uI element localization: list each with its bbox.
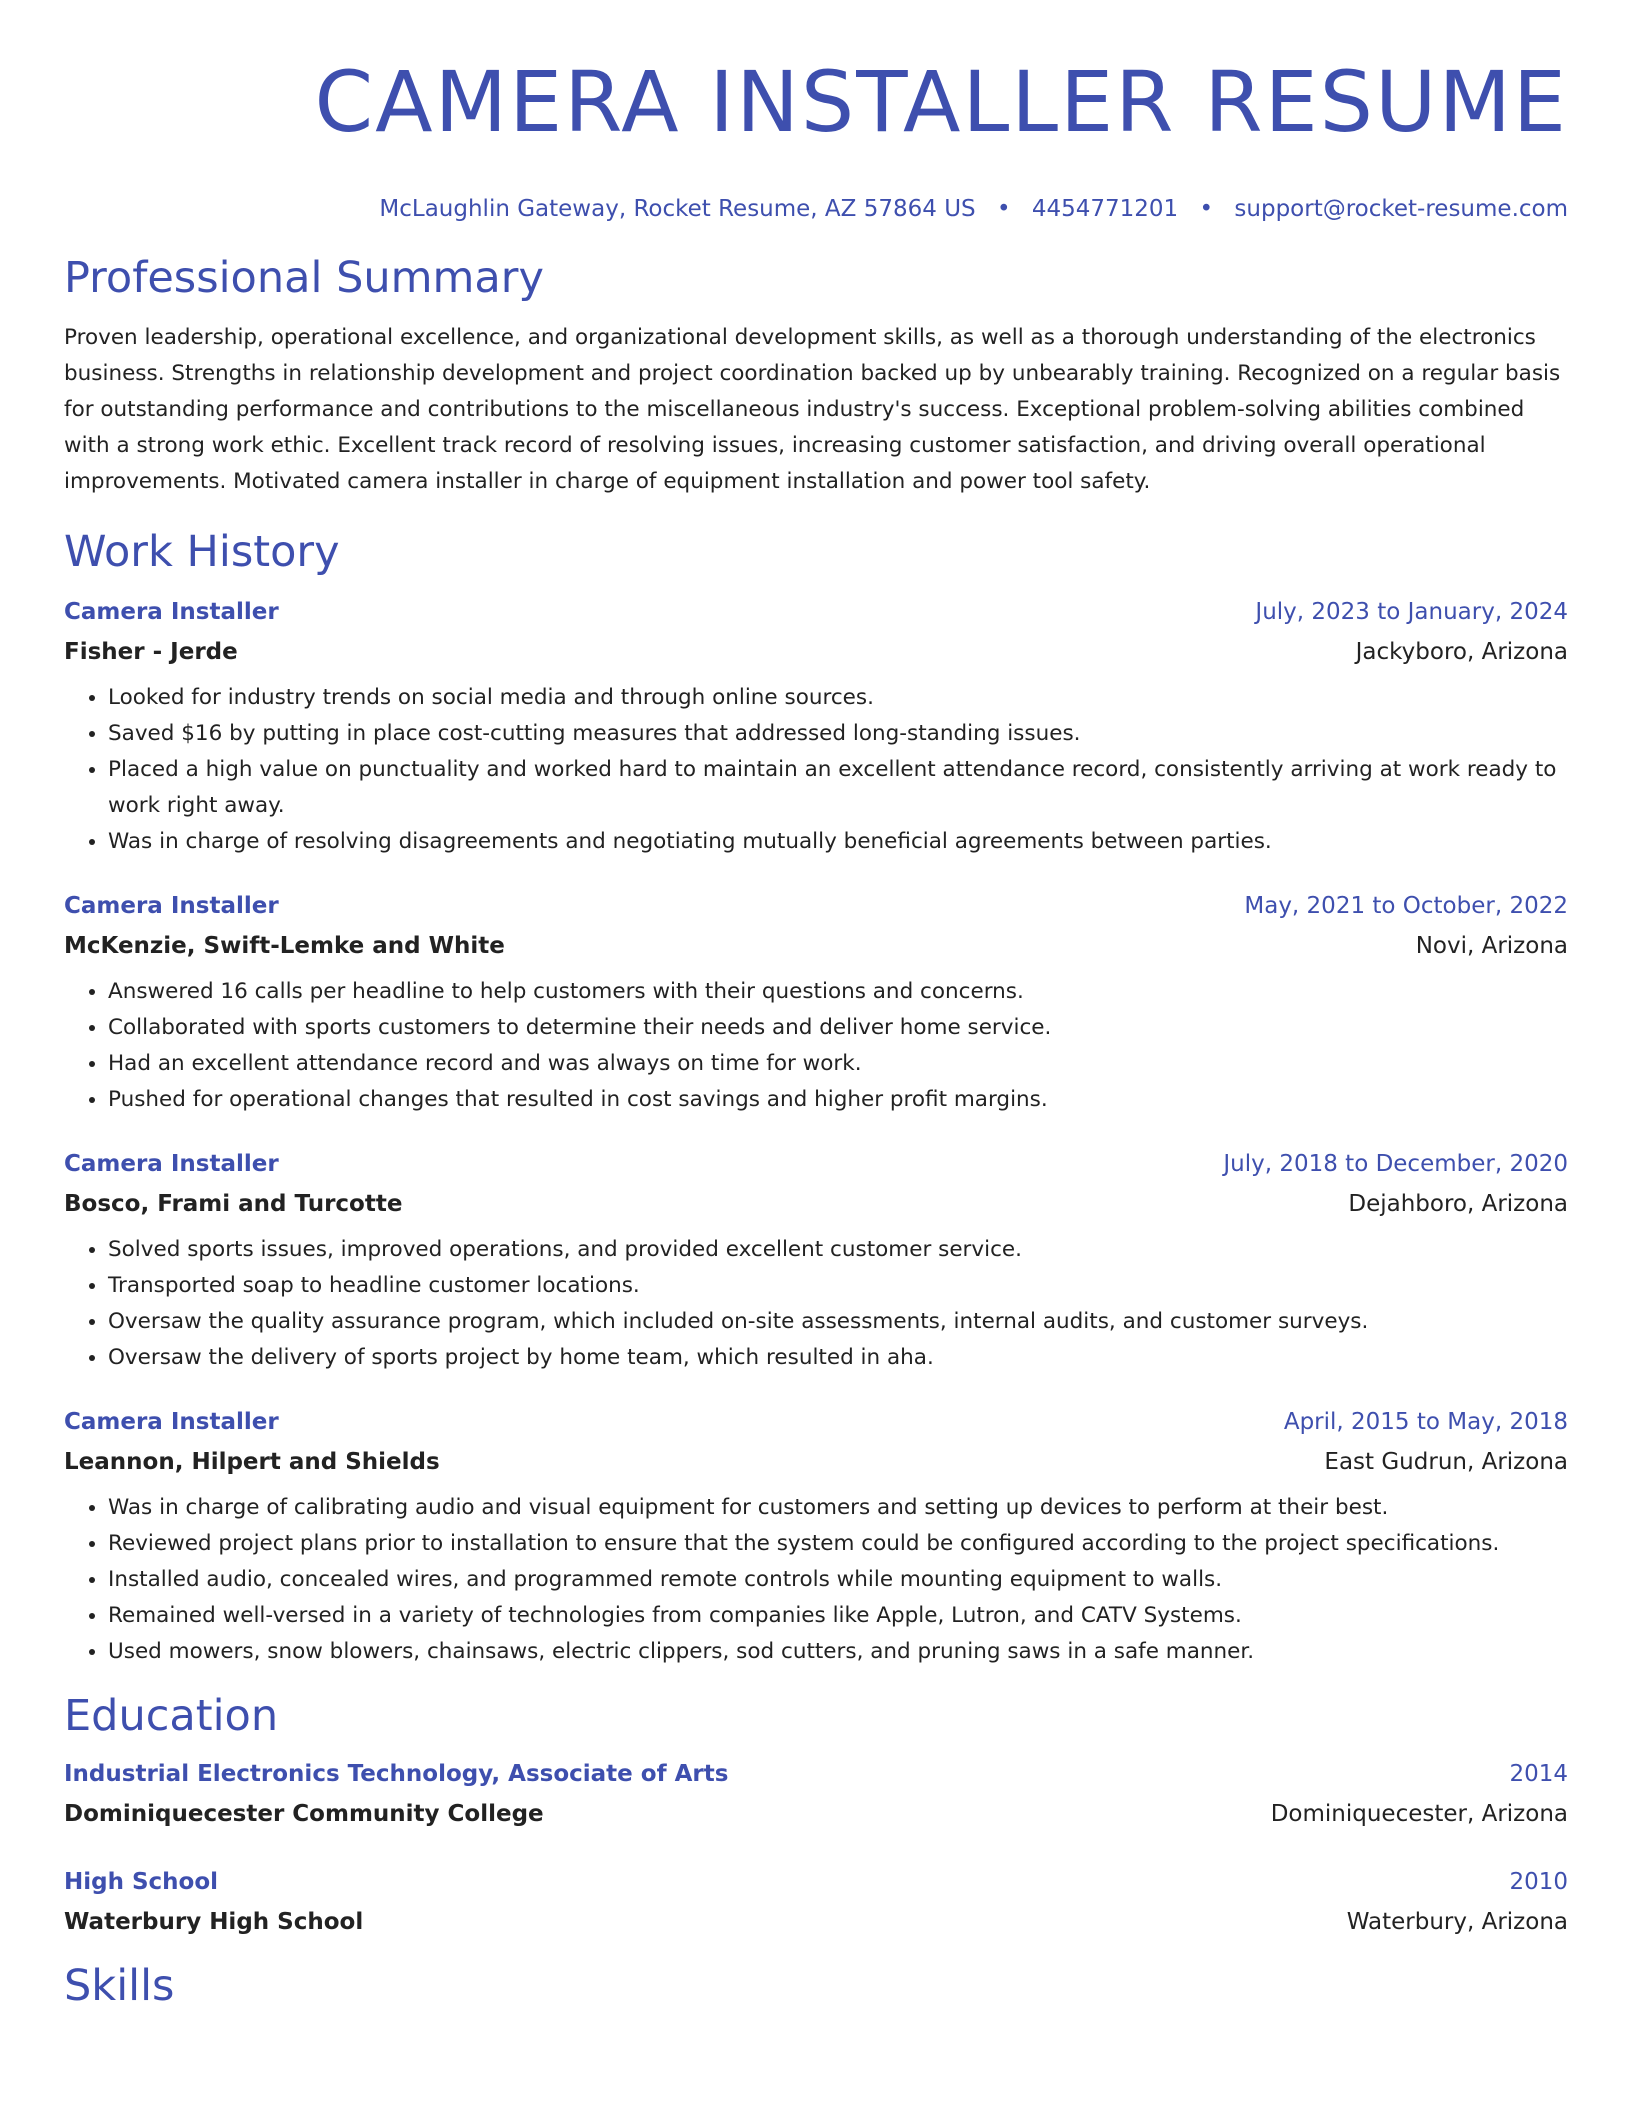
- job-bullet: • Remained well-versed in a variety of technologies from companies like Apple, Lutron, and CATV Systems.: [108, 1598, 1568, 1634]
- job-org-row: [64, 926, 1568, 966]
- job-bullet: • Answered 16 calls per headline to help customers with their questions and concerns.: [108, 974, 1568, 1010]
- job-bullet: • Was in charge of calibrating audio and visual equipment for customers and setting up devices to perform at their best.: [108, 1490, 1568, 1526]
- summary-heading: Professional Summary: [64, 253, 544, 303]
- education-degree: High School: [64, 1869, 219, 1895]
- education-heading: Education: [64, 1691, 279, 1741]
- job-bullet: • Oversaw the quality assurance program, which included on-site assessments, internal audits, and customer surveys.: [108, 1304, 1568, 1340]
- job-bullets: [64, 1490, 1568, 1670]
- job-location: Dejahboro, Arizona: [1348, 1191, 1568, 1217]
- job-company: McKenzie, Swift-Lemke and White: [64, 933, 505, 959]
- job-bullet: • Was in charge of resolving disagreements and negotiating mutually beneficial agreements between parties.: [108, 824, 1568, 860]
- skills-heading: Skills: [64, 1961, 175, 2011]
- resume-title: CAMERA INSTALLER RESUME: [314, 53, 1568, 151]
- contact-separator: •: [1199, 196, 1214, 222]
- education-school-row: [64, 1902, 1568, 1942]
- skills-section: [64, 1960, 1568, 2012]
- education-year: 2014: [1509, 1761, 1568, 1787]
- education-school-row: [64, 1794, 1568, 1834]
- job-title-row: [64, 592, 1568, 632]
- contact-line: [64, 194, 1568, 224]
- education-entry: [64, 1754, 1568, 1834]
- job-entry: [64, 592, 1568, 860]
- contact-address: McLaughlin Gateway, Rocket Resume, AZ 57864 US: [379, 196, 976, 222]
- job-org-row: [64, 1184, 1568, 1224]
- contact-separator: •: [996, 196, 1011, 222]
- job-title-row: [64, 886, 1568, 926]
- education-year: 2010: [1509, 1869, 1568, 1895]
- contact-email: support@rocket-resume.com: [1234, 196, 1568, 222]
- job-bullets: [64, 1232, 1568, 1376]
- job-role: Camera Installer: [64, 599, 279, 625]
- job-bullet: • Had an excellent attendance record and was always on time for work.: [108, 1046, 1568, 1082]
- education-degree-row: [64, 1754, 1568, 1794]
- education-school: Waterbury High School: [64, 1909, 364, 1935]
- job-bullet: • Saved $16 by putting in place cost-cutting measures that addressed long-standing issues.: [108, 716, 1568, 752]
- education-location: Dominiquecester, Arizona: [1270, 1801, 1568, 1827]
- job-bullet: • Solved sports issues, improved operations, and provided excellent customer service.: [108, 1232, 1568, 1268]
- job-company: Bosco, Frami and Turcotte: [64, 1191, 403, 1217]
- education-degree-row: [64, 1862, 1568, 1902]
- job-company: Leannon, Hilpert and Shields: [64, 1449, 440, 1475]
- job-bullet: • Transported soap to headline customer locations.: [108, 1268, 1568, 1304]
- job-entry: [64, 1144, 1568, 1376]
- job-org-row: [64, 632, 1568, 672]
- job-company: Fisher - Jerde: [64, 639, 238, 665]
- job-role: Camera Installer: [64, 1409, 279, 1435]
- education-location: Waterbury, Arizona: [1346, 1909, 1568, 1935]
- job-location: Novi, Arizona: [1415, 933, 1568, 959]
- job-role: Camera Installer: [64, 893, 279, 919]
- job-location: East Gudrun, Arizona: [1324, 1449, 1568, 1475]
- job-bullet: • Reviewed project plans prior to installation to ensure that the system could be configured according to the project specifications.: [108, 1526, 1568, 1562]
- summary-text: Proven leadership, operational excellence, and organizational development skills, as well as a thorough understanding of the electronics business. Strengths in relationship development and project coordination backed up by unbearably training. Recognized on a regular basis for outstanding performance and contributions to the miscellaneous industry's success. Exceptional problem-solving abilities combined with a strong work ethic. Excellent track record of resolving issues, increasing customer satisfaction, and driving overall operational improvements. Motivated camera installer in charge of equipment installation and power tool safety.: [64, 325, 1561, 494]
- job-bullet: • Collaborated with sports customers to determine their needs and deliver home service.: [108, 1010, 1568, 1046]
- work-history-section: [64, 526, 1568, 1670]
- summary-section: [64, 252, 1568, 500]
- education-entry: [64, 1862, 1568, 1942]
- job-bullets: [64, 974, 1568, 1118]
- education-degree: Industrial Electronics Technology, Associate of Arts: [64, 1761, 729, 1787]
- job-bullet: • Used mowers, snow blowers, chainsaws, electric clippers, sod cutters, and pruning saws in a safe manner.: [108, 1634, 1568, 1670]
- resume-header: [64, 0, 1568, 224]
- job-dates: July, 2018 to December, 2020: [1223, 1151, 1568, 1177]
- job-bullet: • Looked for industry trends on social media and through online sources.: [108, 680, 1568, 716]
- job-dates: May, 2021 to October, 2022: [1244, 893, 1568, 919]
- job-title-row: [64, 1144, 1568, 1184]
- job-role: Camera Installer: [64, 1151, 279, 1177]
- job-title-row: [64, 1402, 1568, 1442]
- contact-phone: 4454771201: [1031, 196, 1179, 222]
- job-dates: April, 2015 to May, 2018: [1283, 1409, 1568, 1435]
- job-bullet: • Oversaw the delivery of sports project by home team, which resulted in aha.: [108, 1340, 1568, 1376]
- job-dates: July, 2023 to January, 2024: [1255, 599, 1568, 625]
- job-entry: [64, 886, 1568, 1118]
- job-entry: [64, 1402, 1568, 1670]
- education-section: [64, 1690, 1568, 1942]
- education-school: Dominiquecester Community College: [64, 1801, 544, 1827]
- job-org-row: [64, 1442, 1568, 1482]
- job-bullet: • Placed a high value on punctuality and worked hard to maintain an excellent attendance record, consistently arriving at work ready to work right away.: [108, 752, 1568, 824]
- job-bullet: • Pushed for operational changes that resulted in cost savings and higher profit margins.: [108, 1082, 1568, 1118]
- job-location: Jackyboro, Arizona: [1355, 639, 1568, 665]
- work-history-heading: Work History: [64, 527, 340, 577]
- job-bullet: • Installed audio, concealed wires, and programmed remote controls while mounting equipment to walls.: [108, 1562, 1568, 1598]
- job-bullets: [64, 680, 1568, 860]
